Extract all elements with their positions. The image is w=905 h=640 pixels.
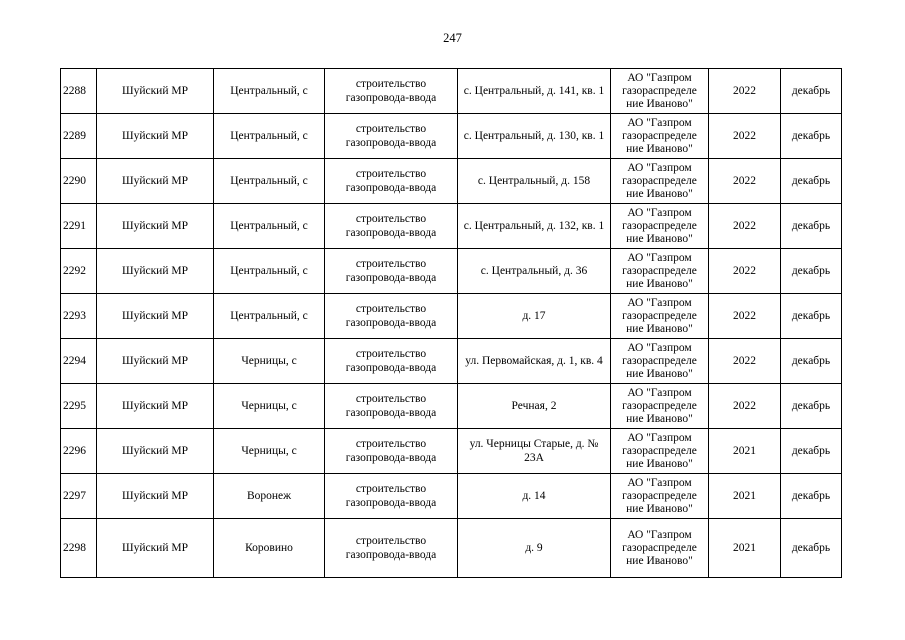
district-cell: Шуйский МР: [97, 429, 214, 474]
work-type-cell: строительство газопровода-ввода: [325, 384, 458, 429]
district-cell: Шуйский МР: [97, 204, 214, 249]
address-cell: д. 9: [458, 519, 611, 578]
work-type-cell: строительство газопровода-ввода: [325, 159, 458, 204]
row-number-cell: 2289: [61, 114, 97, 159]
address-cell: ул. Черницы Старые, д. № 23А: [458, 429, 611, 474]
organization-cell: АО "Газпром газораспределе ние Иваново": [611, 204, 709, 249]
settlement-cell: Центральный, с: [214, 114, 325, 159]
row-number-cell: 2288: [61, 69, 97, 114]
month-cell: декабрь: [781, 114, 842, 159]
address-cell: с. Центральный, д. 158: [458, 159, 611, 204]
row-number-cell: 2294: [61, 339, 97, 384]
organization-cell: АО "Газпром газораспределе ние Иваново": [611, 429, 709, 474]
work-type-cell: строительство газопровода-ввода: [325, 474, 458, 519]
table-row: [61, 249, 842, 294]
settlement-cell: Черницы, с: [214, 429, 325, 474]
work-type-cell: строительство газопровода-ввода: [325, 114, 458, 159]
work-type-cell: строительство газопровода-ввода: [325, 519, 458, 578]
month-cell: декабрь: [781, 339, 842, 384]
gas-connection-table: [60, 68, 842, 578]
year-cell: 2022: [709, 159, 781, 204]
row-number-cell: 2296: [61, 429, 97, 474]
table-row: [61, 474, 842, 519]
year-cell: 2021: [709, 429, 781, 474]
settlement-cell: Центральный, с: [214, 69, 325, 114]
organization-cell: АО "Газпром газораспределе ние Иваново": [611, 519, 709, 578]
settlement-cell: Центральный, с: [214, 204, 325, 249]
month-cell: декабрь: [781, 294, 842, 339]
settlement-cell: Черницы, с: [214, 339, 325, 384]
district-cell: Шуйский МР: [97, 294, 214, 339]
organization-cell: АО "Газпром газораспределе ние Иваново": [611, 114, 709, 159]
settlement-cell: Воронеж: [214, 474, 325, 519]
work-type-cell: строительство газопровода-ввода: [325, 339, 458, 384]
page-number: 247: [443, 31, 462, 45]
work-type-cell: строительство газопровода-ввода: [325, 204, 458, 249]
table-row: [61, 114, 842, 159]
district-cell: Шуйский МР: [97, 474, 214, 519]
address-cell: ул. Первомайская, д. 1, кв. 4: [458, 339, 611, 384]
month-cell: декабрь: [781, 429, 842, 474]
organization-cell: АО "Газпром газораспределе ние Иваново": [611, 384, 709, 429]
month-cell: декабрь: [781, 159, 842, 204]
month-cell: декабрь: [781, 204, 842, 249]
row-number-cell: 2290: [61, 159, 97, 204]
table-row: [61, 429, 842, 474]
row-number-cell: 2298: [61, 519, 97, 578]
work-type-cell: строительство газопровода-ввода: [325, 69, 458, 114]
work-type-cell: строительство газопровода-ввода: [325, 249, 458, 294]
organization-cell: АО "Газпром газораспределе ние Иваново": [611, 69, 709, 114]
month-cell: декабрь: [781, 69, 842, 114]
table-row: [61, 159, 842, 204]
organization-cell: АО "Газпром газораспределе ние Иваново": [611, 294, 709, 339]
district-cell: Шуйский МР: [97, 384, 214, 429]
year-cell: 2021: [709, 519, 781, 578]
year-cell: 2022: [709, 249, 781, 294]
row-number-cell: 2293: [61, 294, 97, 339]
row-number-cell: 2295: [61, 384, 97, 429]
district-cell: Шуйский МР: [97, 159, 214, 204]
district-cell: Шуйский МР: [97, 114, 214, 159]
work-type-cell: строительство газопровода-ввода: [325, 429, 458, 474]
table-row: [61, 519, 842, 578]
organization-cell: АО "Газпром газораспределе ние Иваново": [611, 339, 709, 384]
year-cell: 2022: [709, 339, 781, 384]
month-cell: декабрь: [781, 249, 842, 294]
organization-cell: АО "Газпром газораспределе ние Иваново": [611, 474, 709, 519]
address-cell: с. Центральный, д. 36: [458, 249, 611, 294]
settlement-cell: Центральный, с: [214, 294, 325, 339]
work-type-cell: строительство газопровода-ввода: [325, 294, 458, 339]
year-cell: 2022: [709, 294, 781, 339]
year-cell: 2022: [709, 204, 781, 249]
settlement-cell: Центральный, с: [214, 159, 325, 204]
year-cell: 2022: [709, 69, 781, 114]
address-cell: с. Центральный, д. 132, кв. 1: [458, 204, 611, 249]
row-number-cell: 2291: [61, 204, 97, 249]
settlement-cell: Центральный, с: [214, 249, 325, 294]
table-row: [61, 294, 842, 339]
row-number-cell: 2297: [61, 474, 97, 519]
district-cell: Шуйский МР: [97, 519, 214, 578]
district-cell: Шуйский МР: [97, 339, 214, 384]
address-cell: д. 14: [458, 474, 611, 519]
settlement-cell: Черницы, с: [214, 384, 325, 429]
year-cell: 2022: [709, 384, 781, 429]
month-cell: декабрь: [781, 384, 842, 429]
address-cell: д. 17: [458, 294, 611, 339]
address-cell: Речная, 2: [458, 384, 611, 429]
settlement-cell: Коровино: [214, 519, 325, 578]
organization-cell: АО "Газпром газораспределе ние Иваново": [611, 159, 709, 204]
month-cell: декабрь: [781, 474, 842, 519]
table-row: [61, 384, 842, 429]
address-cell: с. Центральный, д. 141, кв. 1: [458, 69, 611, 114]
month-cell: декабрь: [781, 519, 842, 578]
table-row: [61, 339, 842, 384]
address-cell: с. Центральный, д. 130, кв. 1: [458, 114, 611, 159]
district-cell: Шуйский МР: [97, 249, 214, 294]
district-cell: Шуйский МР: [97, 69, 214, 114]
row-number-cell: 2292: [61, 249, 97, 294]
table-row: [61, 204, 842, 249]
year-cell: 2021: [709, 474, 781, 519]
table-row: [61, 69, 842, 114]
organization-cell: АО "Газпром газораспределе ние Иваново": [611, 249, 709, 294]
year-cell: 2022: [709, 114, 781, 159]
